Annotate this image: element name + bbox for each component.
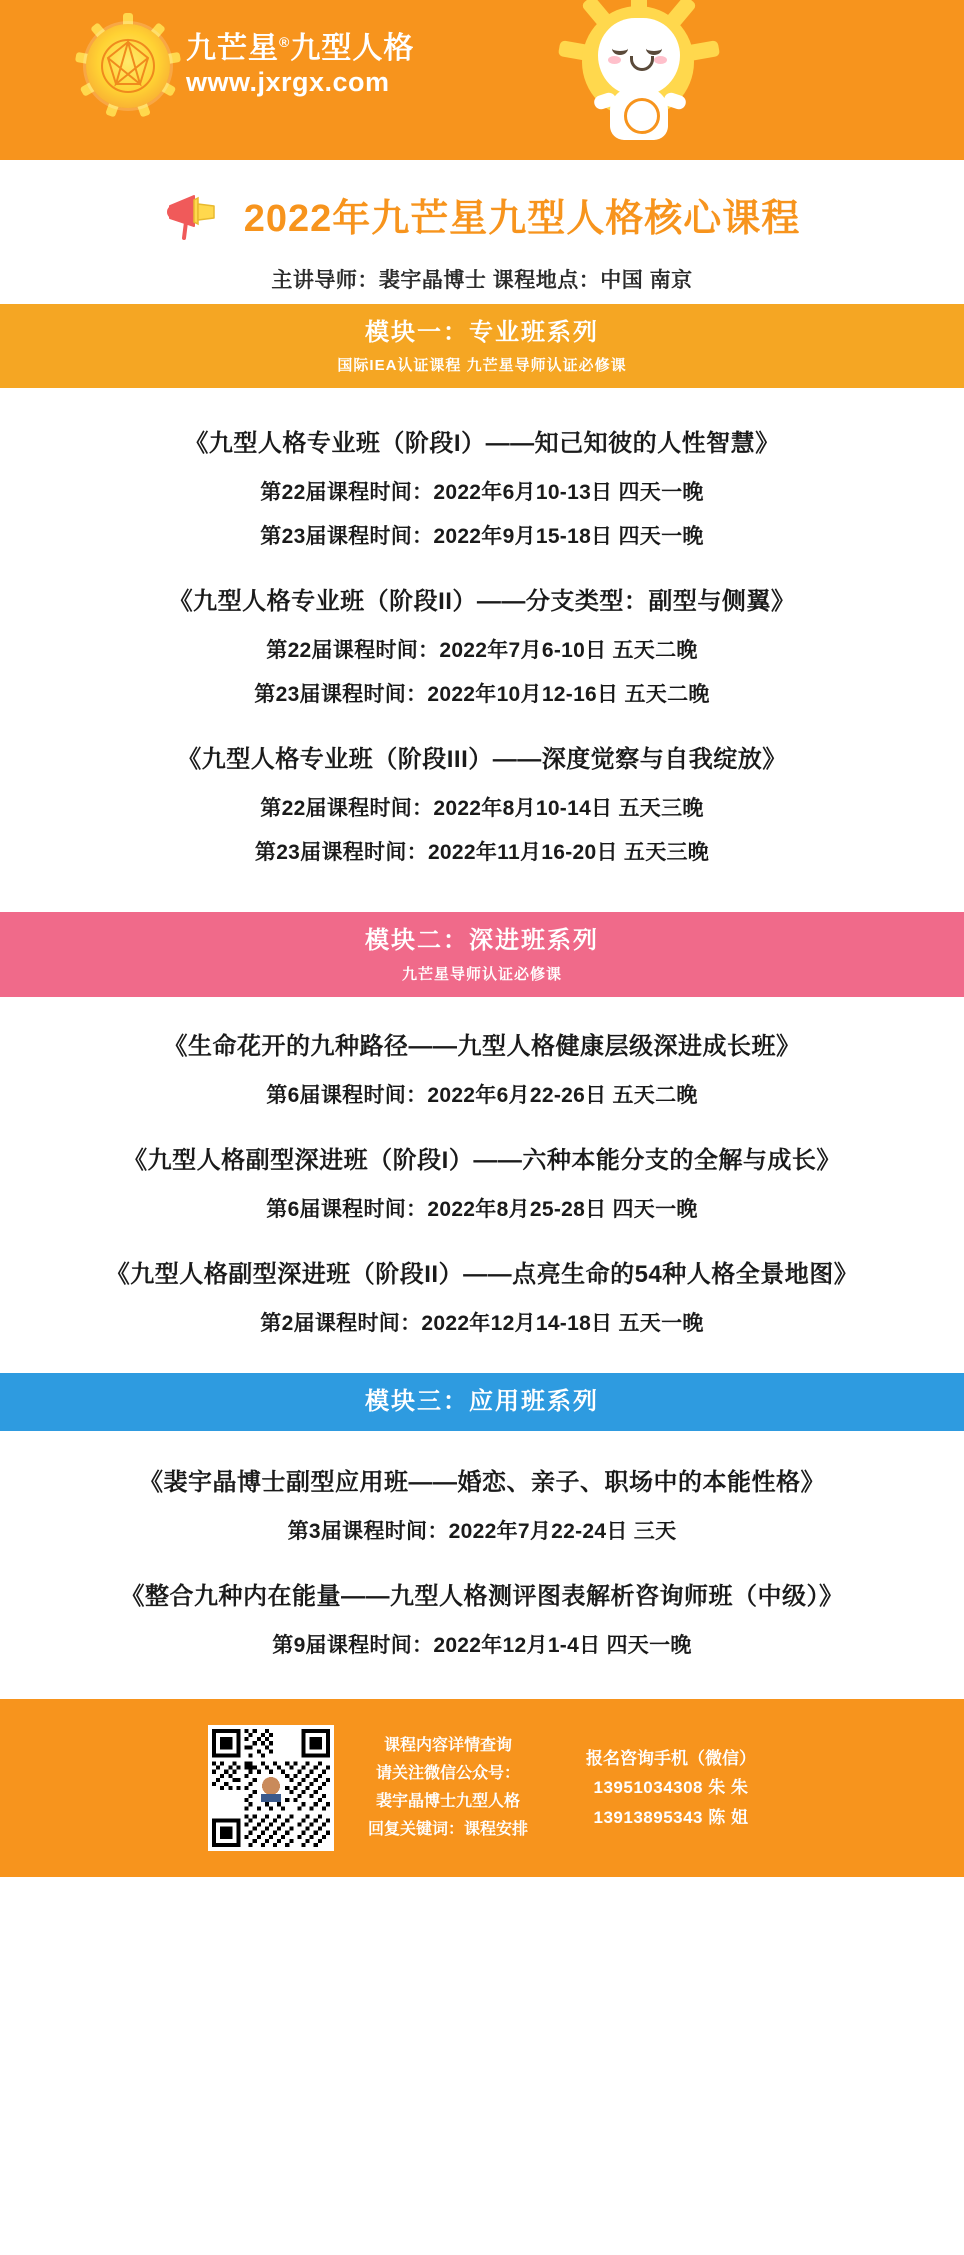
contact-phone[interactable]: 13951034308 朱 朱 [593, 1778, 749, 1798]
course-item [0, 1579, 964, 1659]
course-name: 《整合九种内在能量——九型人格测评图表解析咨询师班（中级）》 [120, 1583, 844, 1611]
course-name: 《九型人格专业班（阶段III）——深度觉察与自我绽放》 [177, 746, 787, 774]
course-item [0, 584, 964, 708]
page-title: 2022年九芒星九型人格核心课程 [243, 197, 801, 240]
contact-title: 报名咨询手机（微信） [586, 1748, 756, 1768]
logo-website[interactable]: www.jxrgx.com [186, 67, 390, 98]
course-schedule-line: 第6届课程时间：2022年6月22-26日 五天二晚 [266, 1083, 698, 1107]
course-name: 《九型人格专业班（阶段II）——分支类型：副型与侧翼》 [168, 588, 796, 616]
course-name: 《生命花开的九种路径——九型人格健康层级深进成长班》 [163, 1032, 801, 1060]
title-section [0, 160, 964, 304]
module-1-courses [0, 388, 964, 912]
course-name: 《九型人格副型深进班（阶段II）——点亮生命的54种人格全景地图》 [105, 1260, 859, 1288]
course-schedule-line: 第9届课程时间：2022年12月1-4日 四天一晚 [272, 1634, 692, 1658]
module-3-title: 模块三：应用班系列 [365, 1387, 599, 1415]
qr-code-icon[interactable] [208, 1725, 334, 1851]
course-schedule-line: 第6届课程时间：2022年8月25-28日 四天一晚 [266, 1197, 698, 1221]
course-name: 《裴宇晶博士副型应用班——婚恋、亲子、职场中的本能性格》 [139, 1469, 825, 1497]
footer-left-line: 课程内容详情查询 [383, 1737, 512, 1755]
page-subtitle: 主讲导师：裴宇晶博士 课程地点：中国 南京 [271, 269, 693, 292]
module-2-courses [0, 997, 964, 1373]
logo-brand: 九芒星 [186, 31, 279, 65]
brand-logo [86, 24, 414, 108]
footer-left-line: 回复关键词：课程安排 [367, 1821, 528, 1839]
course-name: 《九型人格副型深进班（阶段I）——六种本能分支的全解与成长》 [123, 1146, 841, 1174]
module-banner-3 [0, 1373, 964, 1431]
course-schedule-line: 第22届课程时间：2022年8月10-14日 五天三晚 [260, 797, 704, 821]
logo-brand-2: 九型人格 [290, 31, 415, 65]
poster-footer [0, 1699, 964, 1877]
wechat-info [368, 1732, 528, 1844]
course-schedule-line: 第22届课程时间：2022年7月6-10日 五天二晚 [266, 639, 698, 663]
course-name: 《九型人格专业班（阶段I）——知己知彼的人性智慧》 [184, 430, 780, 458]
module-banner-2 [0, 912, 964, 996]
course-item [0, 1143, 964, 1223]
module-3-courses [0, 1431, 964, 1699]
contact-info [586, 1744, 756, 1833]
footer-left-line: 请关注微信公众号： [375, 1765, 520, 1783]
course-item [0, 742, 964, 866]
contact-phone[interactable]: 13913895343 陈 姐 [593, 1808, 749, 1828]
module-banner-1 [0, 304, 964, 388]
module-1-title: 模块一：专业班系列 [365, 319, 599, 346]
module-2-title: 模块二：深进班系列 [365, 927, 599, 955]
mascot-sun-character-icon [554, 0, 724, 160]
course-schedule-line: 第3届课程时间：2022年7月22-24日 三天 [287, 1520, 677, 1544]
course-item [0, 1257, 964, 1337]
course-item [0, 1465, 964, 1545]
course-schedule-line: 第2届课程时间：2022年12月14-18日 五天一晚 [260, 1311, 704, 1335]
poster-header [0, 0, 964, 160]
logo-title [186, 32, 414, 67]
course-item [0, 426, 964, 550]
megaphone-icon [164, 186, 228, 242]
module-1-subtitle: 国际IEA认证课程 九芒星导师认证必修课 [337, 357, 627, 375]
nine-pointed-star-logo-icon [86, 24, 170, 108]
course-schedule-line: 第23届课程时间：2022年10月12-16日 五天二晚 [254, 683, 710, 707]
registered-mark: ® [279, 33, 291, 50]
course-schedule-line: 第23届课程时间：2022年9月15-18日 四天一晚 [260, 525, 704, 549]
course-schedule-line: 第22届课程时间：2022年6月10-13日 四天一晚 [260, 481, 704, 505]
course-item [0, 1029, 964, 1109]
course-schedule-line: 第23届课程时间：2022年11月16-20日 五天三晚 [254, 841, 710, 865]
footer-left-line: 裴宇晶博士九型人格 [375, 1793, 520, 1811]
module-2-subtitle: 九芒星导师认证必修课 [401, 965, 562, 983]
